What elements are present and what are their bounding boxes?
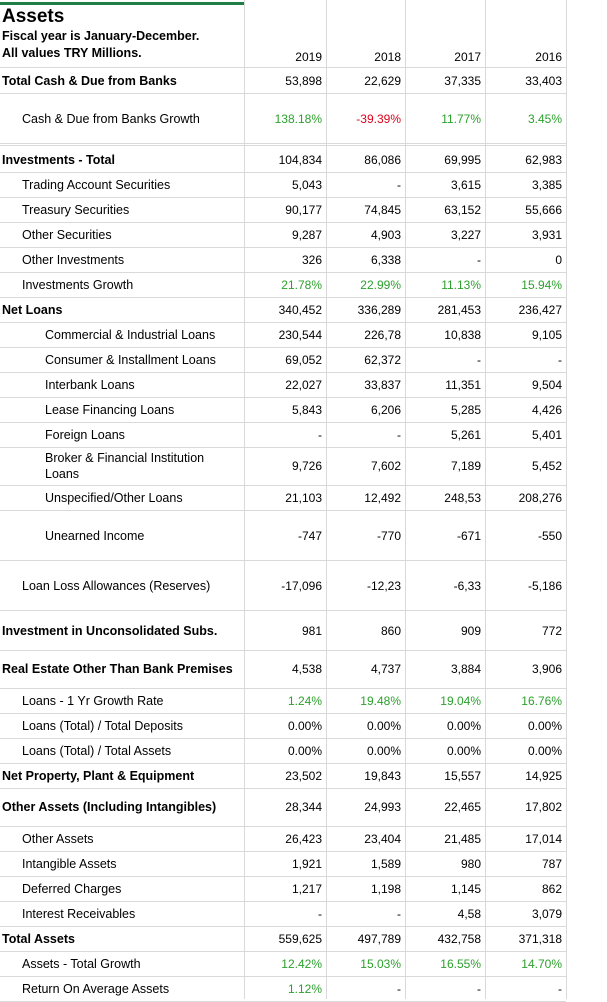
table-row <box>0 763 566 788</box>
row-label: Broker & Financial Institution Loans <box>45 451 205 481</box>
value-cell: 9,287 <box>291 227 322 242</box>
value-cell: 19,843 <box>364 768 401 783</box>
value-cell: 772 <box>541 624 562 638</box>
value-cell: - <box>477 252 481 267</box>
value-cell: 5,452 <box>531 459 562 473</box>
value-cell: 22,027 <box>285 377 322 392</box>
units-note: All values TRY Millions. <box>2 46 142 60</box>
value-cell: 5,401 <box>531 427 562 442</box>
row-label: Interest Receivables <box>22 906 136 921</box>
row-label: Cash & Due from Banks Growth <box>22 112 200 126</box>
row-label: Return On Average Assets <box>22 981 170 996</box>
table-row <box>0 976 566 1001</box>
row-label: Loans (Total) / Total Deposits <box>22 718 183 733</box>
table-row <box>0 397 566 422</box>
row-gridline <box>0 560 566 561</box>
row-label: Interbank Loans <box>45 377 135 392</box>
table-row <box>0 95 566 143</box>
value-cell: 0.00% <box>527 718 562 733</box>
value-cell: 74,845 <box>364 202 401 217</box>
value-cell: 86,086 <box>364 152 401 167</box>
value-cell: - <box>397 981 401 996</box>
table-row <box>0 147 566 172</box>
value-cell: 4,737 <box>370 662 401 676</box>
row-label: Intangible Assets <box>22 856 117 871</box>
table-row <box>0 650 566 688</box>
value-cell: 1,921 <box>291 856 322 871</box>
value-cell: 19.48% <box>360 693 401 708</box>
row-label: Loans - 1 Yr Growth Rate <box>22 693 164 708</box>
value-cell: 69,052 <box>285 352 322 367</box>
value-cell: 11,351 <box>445 377 481 392</box>
value-cell: -5,186 <box>527 579 562 593</box>
value-cell: 1,217 <box>291 881 322 896</box>
value-cell: 12.42% <box>281 956 322 971</box>
value-cell: 0.00% <box>446 743 481 758</box>
value-cell: 0.00% <box>446 718 481 733</box>
value-cell: 3.45% <box>527 112 562 126</box>
value-cell: 55,666 <box>525 202 562 217</box>
value-cell: 6,206 <box>370 402 401 417</box>
value-cell: 33,837 <box>364 377 401 392</box>
table-row <box>0 926 566 951</box>
value-cell: 3,906 <box>531 662 562 676</box>
value-cell: -671 <box>456 529 481 543</box>
value-cell: 336,289 <box>357 302 401 317</box>
row-label: Other Assets <box>22 831 94 846</box>
row-label: Foreign Loans <box>45 427 125 442</box>
value-cell: 1.24% <box>287 693 322 708</box>
value-cell: 9,504 <box>531 377 562 392</box>
value-cell: 432,758 <box>437 931 481 946</box>
value-cell: 0.00% <box>366 743 401 758</box>
value-cell: 12,492 <box>364 490 401 505</box>
value-cell: - <box>477 981 481 996</box>
value-cell: 16.55% <box>440 956 481 971</box>
table-row <box>0 485 566 510</box>
value-cell: 9,105 <box>531 327 562 342</box>
value-cell: 5,043 <box>291 177 322 192</box>
value-cell: 53,898 <box>285 73 322 88</box>
row-gridline <box>0 610 566 611</box>
value-cell: 7,189 <box>450 459 481 473</box>
row-label: Investments Growth <box>22 277 134 292</box>
value-cell: 62,372 <box>364 352 401 367</box>
table-row <box>0 612 566 650</box>
row-label: Loan Loss Allowances (Reserves) <box>22 579 211 593</box>
value-cell: 19.04% <box>440 693 481 708</box>
value-cell: - <box>558 352 562 367</box>
table-row <box>0 826 566 851</box>
value-cell: -39.39% <box>356 112 401 126</box>
table-row <box>0 68 566 93</box>
row-label: Unspecified/Other Loans <box>45 490 183 505</box>
value-cell: 5,843 <box>291 402 322 417</box>
value-cell: 138.18% <box>274 112 322 126</box>
value-cell: - <box>318 906 322 921</box>
table-row <box>0 222 566 247</box>
value-cell: 6,338 <box>370 252 401 267</box>
value-cell: 497,789 <box>357 931 401 946</box>
value-cell: 3,884 <box>450 662 481 676</box>
row-label: Commercial & Industrial Loans <box>45 327 216 342</box>
value-cell: 340,452 <box>278 302 322 317</box>
table-row <box>0 951 566 976</box>
value-cell: -747 <box>297 529 322 543</box>
value-cell: 11.13% <box>441 277 481 292</box>
value-cell: 33,403 <box>525 73 562 88</box>
value-cell: 281,453 <box>437 302 481 317</box>
header-gridline <box>0 67 566 68</box>
value-cell: 371,318 <box>518 931 562 946</box>
table-row <box>0 447 566 485</box>
row-label: Investment in Unconsolidated Subs. <box>2 624 218 638</box>
value-cell: 21,485 <box>444 831 481 846</box>
value-cell: -6,33 <box>453 579 481 593</box>
value-cell: 10,838 <box>444 327 481 342</box>
value-cell: 3,385 <box>531 177 562 192</box>
value-cell: 862 <box>541 881 562 896</box>
column-gridline <box>566 0 567 999</box>
value-cell: - <box>397 427 401 442</box>
value-cell: 11.77% <box>441 112 481 126</box>
row-label: Investments - Total <box>2 152 115 167</box>
row-label: Total Cash & Due from Banks <box>2 73 177 88</box>
table-row <box>0 322 566 347</box>
row-label: Consumer & Installment Loans <box>45 352 216 367</box>
table-row <box>0 738 566 763</box>
value-cell: 104,834 <box>278 152 322 167</box>
value-cell: -770 <box>376 529 401 543</box>
table-row <box>0 851 566 876</box>
value-cell: 3,227 <box>450 227 481 242</box>
value-cell: 15.94% <box>521 277 562 292</box>
value-cell: 3,615 <box>450 177 481 192</box>
header-gridline <box>0 145 566 146</box>
column-gridline <box>326 0 327 999</box>
row-gridline <box>0 510 566 511</box>
table-row <box>0 876 566 901</box>
value-cell: 26,423 <box>285 831 322 846</box>
value-cell: 860 <box>380 624 401 638</box>
value-cell: -17,096 <box>281 579 322 593</box>
value-cell: 23,404 <box>364 831 401 846</box>
selected-cell-border <box>0 2 244 5</box>
value-cell: 4,538 <box>291 662 322 676</box>
table-row <box>0 512 566 560</box>
value-cell: - <box>477 352 481 367</box>
value-cell: 0.00% <box>366 718 401 733</box>
row-label: Lease Financing Loans <box>45 402 175 417</box>
value-cell: - <box>318 427 322 442</box>
row-label: Net Property, Plant & Equipment <box>2 768 195 783</box>
value-cell: 23,502 <box>285 768 322 783</box>
value-cell: - <box>558 981 562 996</box>
value-cell: -12,23 <box>366 579 401 593</box>
value-cell: 5,261 <box>450 427 481 442</box>
value-cell: 1,145 <box>450 881 481 896</box>
header-gridline <box>0 93 566 94</box>
value-cell: 14.70% <box>521 956 562 971</box>
value-cell: 15.03% <box>360 956 401 971</box>
value-cell: 0.00% <box>527 743 562 758</box>
value-cell: 981 <box>301 624 322 638</box>
row-label: Total Assets <box>2 931 75 946</box>
value-cell: 63,152 <box>444 202 481 217</box>
column-gridline <box>485 0 486 999</box>
value-cell: 0.00% <box>287 718 322 733</box>
table-row <box>0 713 566 738</box>
value-cell: 5,285 <box>450 402 481 417</box>
row-label: Net Loans <box>2 302 63 317</box>
value-cell: 37,335 <box>444 73 481 88</box>
row-label: Unearned Income <box>45 529 145 543</box>
fiscal-year-note: Fiscal year is January-December. <box>2 29 200 43</box>
value-cell: 3,079 <box>531 906 562 921</box>
row-label: Assets - Total Growth <box>22 956 141 971</box>
column-gridline <box>405 0 406 999</box>
year-header-2016: 2016 <box>535 50 562 64</box>
value-cell: 787 <box>541 856 562 871</box>
value-cell: 7,602 <box>370 459 401 473</box>
value-cell: 1,198 <box>370 881 401 896</box>
value-cell: 3,931 <box>531 227 562 242</box>
value-cell: 980 <box>460 856 481 871</box>
table-row <box>0 347 566 372</box>
year-header-2017: 2017 <box>454 50 481 64</box>
table-row <box>0 172 566 197</box>
value-cell: 22,465 <box>444 800 481 814</box>
table-row <box>0 272 566 297</box>
value-cell: - <box>397 177 401 192</box>
value-cell: - <box>397 906 401 921</box>
value-cell: 16.76% <box>521 693 562 708</box>
row-gridline <box>0 143 566 144</box>
value-cell: 9,726 <box>291 459 322 473</box>
table-row <box>0 197 566 222</box>
value-cell: 0.00% <box>287 743 322 758</box>
table-row <box>0 688 566 713</box>
sheet-title: Assets <box>2 6 65 27</box>
value-cell: 21,103 <box>285 490 322 505</box>
value-cell: 62,983 <box>525 152 562 167</box>
value-cell: 28,344 <box>285 800 322 814</box>
year-header-2019: 2019 <box>295 50 322 64</box>
value-cell: 559,625 <box>278 931 322 946</box>
row-label: Other Securities <box>22 227 112 242</box>
table-row <box>0 901 566 926</box>
row-label: Other Investments <box>22 252 125 267</box>
value-cell: 17,802 <box>525 800 562 814</box>
value-cell: 21.78% <box>281 277 322 292</box>
value-cell: 15,557 <box>444 768 481 783</box>
table-row <box>0 788 566 826</box>
value-cell: 90,177 <box>285 202 322 217</box>
value-cell: 24,993 <box>364 800 401 814</box>
value-cell: 22,629 <box>364 73 401 88</box>
year-header-2018: 2018 <box>374 50 401 64</box>
value-cell: 230,544 <box>278 327 322 342</box>
value-cell: 4,426 <box>531 402 562 417</box>
row-label: Deferred Charges <box>22 881 122 896</box>
value-cell: 17,014 <box>525 831 562 846</box>
value-cell: 4,903 <box>370 227 401 242</box>
row-label: Loans (Total) / Total Assets <box>22 743 172 758</box>
column-gridline <box>244 0 245 999</box>
value-cell: -550 <box>537 529 562 543</box>
value-cell: 248,53 <box>444 490 481 505</box>
table-row <box>0 297 566 322</box>
row-label: Real Estate Other Than Bank Premises <box>2 662 233 676</box>
value-cell: 4,58 <box>457 906 481 921</box>
row-label: Trading Account Securities <box>22 177 171 192</box>
value-cell: 69,995 <box>444 152 481 167</box>
row-label: Other Assets (Including Intangibles) <box>2 800 217 814</box>
value-cell: 208,276 <box>518 490 562 505</box>
value-cell: 1.12% <box>287 981 322 996</box>
value-cell: 22.99% <box>360 277 401 292</box>
value-cell: 236,427 <box>518 302 562 317</box>
value-cell: 1,589 <box>370 856 401 871</box>
table-row <box>0 422 566 447</box>
table-row <box>0 372 566 397</box>
value-cell: 14,925 <box>525 768 562 783</box>
value-cell: 909 <box>460 624 481 638</box>
table-row <box>0 247 566 272</box>
value-cell: 226,78 <box>364 327 401 342</box>
value-cell: 326 <box>301 252 322 267</box>
table-row <box>0 562 566 610</box>
value-cell: 0 <box>555 252 562 267</box>
row-label: Treasury Securities <box>22 202 130 217</box>
